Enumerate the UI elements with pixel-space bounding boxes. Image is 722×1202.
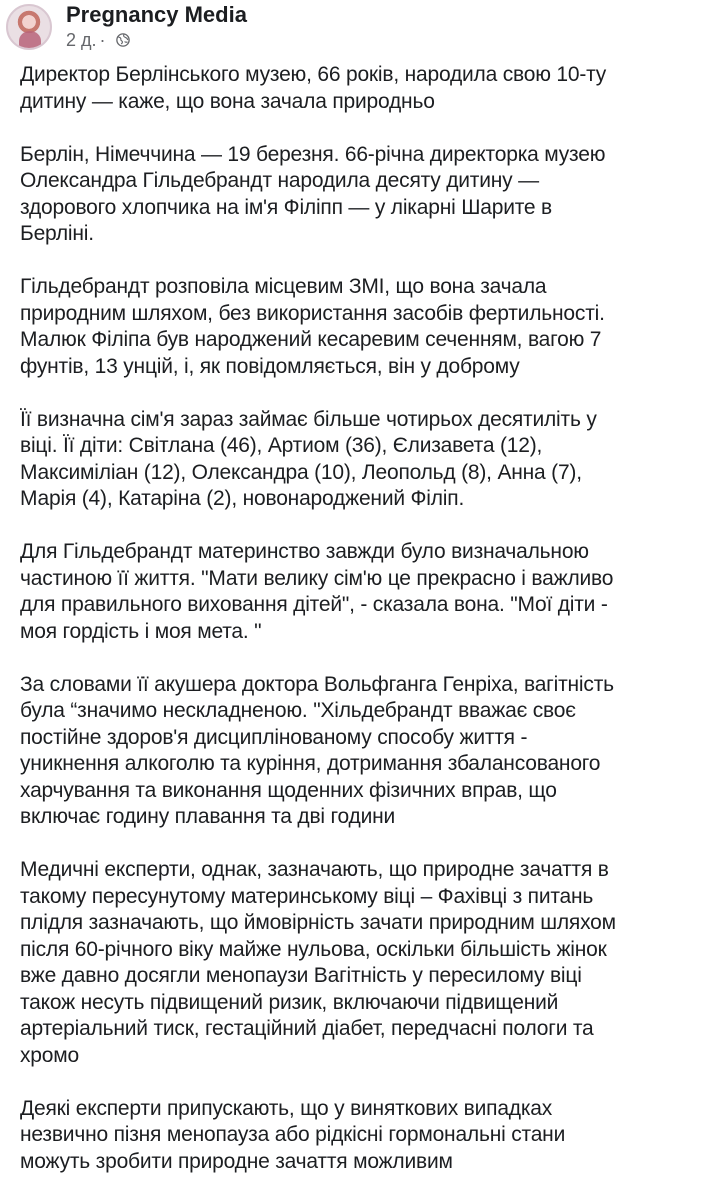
post-paragraph: Гільдебрандт розповіла місцевим ЗМІ, що вона зачала природним шляхом, без використання засобів фертильності. Малюк Філіпа був народжений кесаревим сеченням, вагою 7 фунтів, 13 унцій, і, як повідомляється, він у доброму <box>20 275 605 378</box>
post-header <box>0 0 722 56</box>
globe-icon <box>111 30 130 50</box>
post-body <box>20 62 710 1202</box>
meta-separator: · <box>99 30 106 50</box>
post-paragraph: Деякі експерти припускають, що у виняткових випадках незвично пізня менопауза або рідкісні гормональні стани можуть зробити природне зачаття можливим <box>20 1096 566 1173</box>
post-time[interactable]: 2 д. <box>66 30 97 50</box>
page-name[interactable]: Pregnancy Media <box>66 2 247 27</box>
page-avatar[interactable] <box>6 4 52 50</box>
post-meta <box>66 30 130 50</box>
post-paragraph: Берлін, Німеччина — 19 березня. 66-річна директорка музею Олександра Гільдебрандт народила десяту дитину — здорового хлопчика на ім'я Філіпп — у лікарні Шарите в Берліні. <box>20 142 606 245</box>
post-paragraph: Директор Берлінського музею, 66 років, народила свою 10-ту дитину — каже, що вона зачала природньо <box>20 63 607 113</box>
post-paragraph: Її визначна сім'я зараз займає більше чотирьох десятиліть у віці. Її діти: Світлана (46), Артиом (36), Єлизавета (12), Максиміліан (12), Олександра (10), Леопольд (8), Анна (7), Марія (4), Катаріна (2), новонароджений Філіп. <box>20 407 597 510</box>
post-paragraph: Для Гільдебрандт материнство завжди було визначальною частиною її життя. "Мати велику сім'ю це прекрасно і важливо для правильного виховання дітей", - сказала вона. "Мої діти - моя гордість і моя мета. " <box>20 540 614 643</box>
post-paragraph: Медичні експерти, однак, зазначають, що природне зачаття в такому пересунутому материнському віці – Фахівці з питань плідля зазначають, що ймовірність зачати природним шляхом після 60-річного віку майже нульова, оскільки більшість жінок вже давно досягли менопаузи Вагітність у пересилому віці також несуть підвищений ризик, включаючи підвищений артеріальний тиск, гестаційний діабет, передчасні пологи та хромо <box>20 858 616 1067</box>
post-paragraph: За словами її акушера доктора Вольфганга Генріха, вагітність була “значимо нескладненою. "Хільдебрандт вважає своє постійне здоров'я дисциплінованому способу життя - уникнення алкоголю та куріння, дотримання збалансованого харчування та виконання щоденних фізичних вправ, що включає годину плавання та дві години <box>20 672 614 828</box>
